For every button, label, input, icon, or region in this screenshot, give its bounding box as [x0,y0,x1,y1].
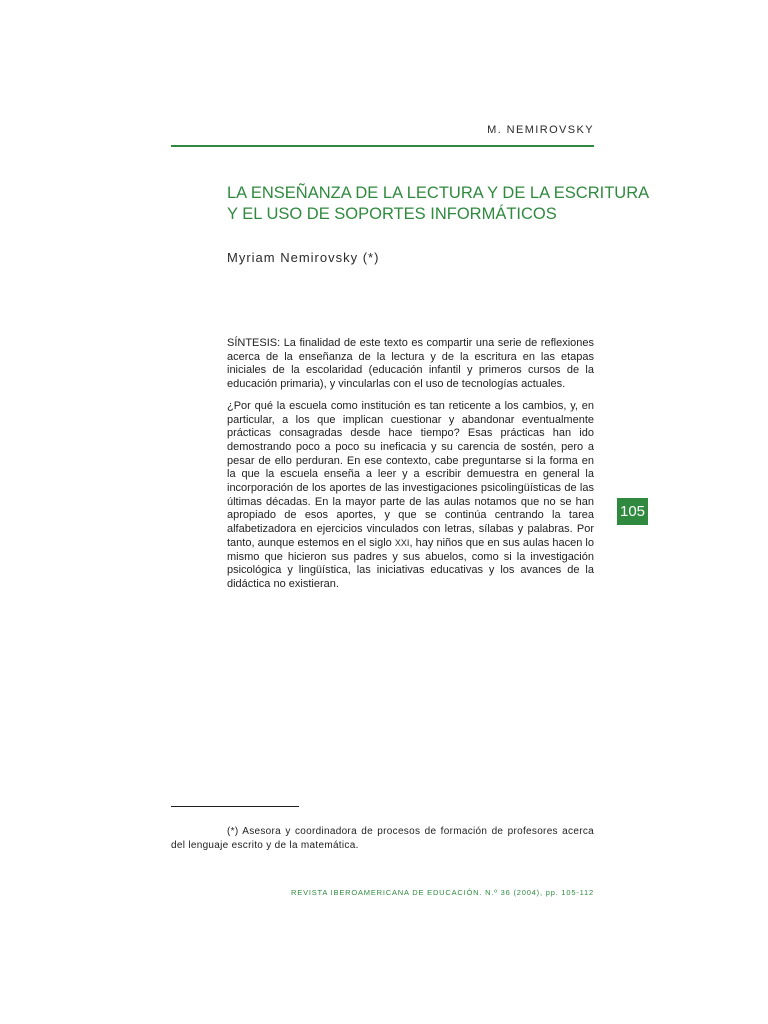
page-number-badge: 105 [617,498,648,525]
abstract-paragraph-2 [227,400,594,592]
header-rule [171,145,594,147]
article-author: Myriam Nemirovsky (*) [227,250,380,265]
journal-citation-footer: REVISTA IBEROAMERICANA DE EDUCACIÓN. N.º 36 (2004), pp. 105-112 [291,888,594,897]
footnote-rule [171,806,299,807]
article-title-line-2: Y EL USO DE SOPORTES INFORMÁTICOS [227,205,557,223]
abstract-block [227,337,594,592]
abstract-paragraph-2-text-b: , hay niños que en sus aulas hacen lo mismo que hicieron sus padres y sus abuelos, como si la investigación psicológica y lingüística, las iniciativas educativas y los avances de la didáctica no existieran. [227,536,594,590]
footnote: (*) Asesora y coordinadora de procesos de formación de profesores acerca del lenguaje escrito y de la matemática. [171,826,594,851]
article-title [227,183,650,225]
running-head: M. NEMIROVSKY [487,124,594,136]
abstract-paragraph-1: SÍNTESIS: La finalidad de este texto es compartir una serie de reflexiones acerca de la enseñanza de la lectura y de la escritura en las etapas iniciales de la escolaridad (educación infantil y primeros cursos de la educación primaria), y vincularlas con el uso de tecnologías actuales. [227,337,594,391]
abstract-paragraph-2-text-a: ¿Por qué la escuela como institución es tan reticente a los cambios, y, en particular, a los que implican cuestionar y abandonar eventualmente prácticas consagradas desde hace tiempo? Esas prácticas han ido demostrando poco a poco su ineficacia y su carencia de sostén, pero a pesar de ello perduran. En ese contexto, cabe preguntarse si la forma en la que la escuela enseña a leer y a escribir demuestra en general la incorporación de los aportes de las investigaciones psicolingüísticas de las últimas décadas. En la mayor parte de las aulas notamos que no se han apropiado de esos aportes, y que se continúa centrando la tarea alfabetizadora en ejercicios vinculados con letras, sílabas y palabras. Por tanto, aunque estemos en el siglo [227,399,594,549]
century-numeral: XXI [394,537,410,548]
article-title-line-1: LA ENSEÑANZA DE LA LECTURA Y DE LA ESCRITURA [227,184,650,202]
